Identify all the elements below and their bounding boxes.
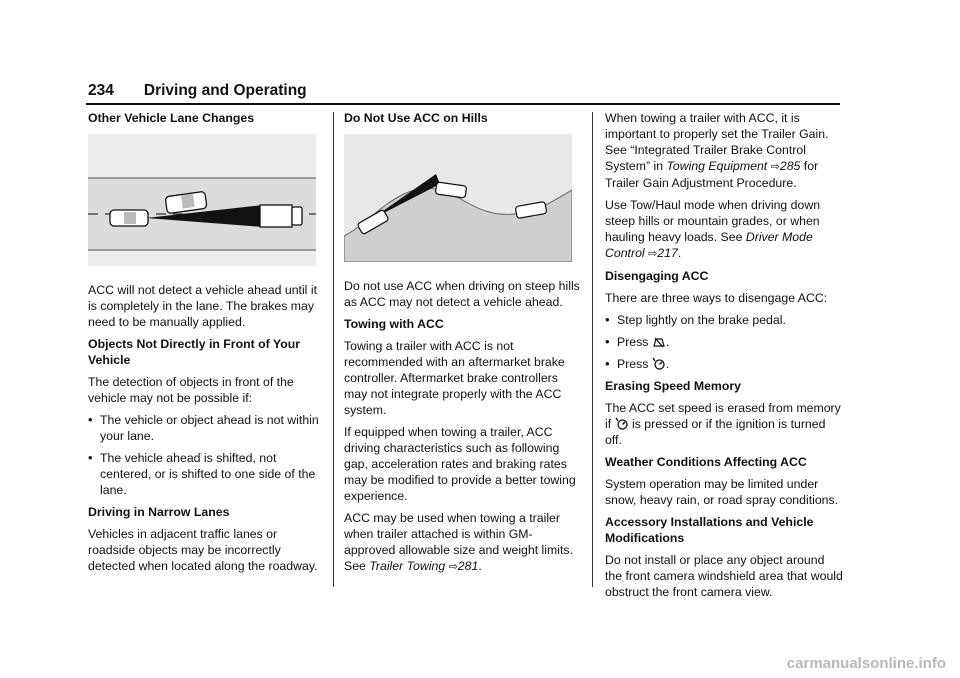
- lane-change-illustration: [88, 134, 316, 266]
- heading-erasing: Erasing Speed Memory: [605, 379, 741, 393]
- bullet-item: • The vehicle ahead is shifted, not centered, or is shifted to one side of the lane.: [88, 450, 324, 498]
- column-divider: [333, 112, 334, 587]
- column-divider: [592, 112, 593, 587]
- acc-on-off-icon: [652, 357, 666, 370]
- text: is pressed or if the ignition is turned off.: [605, 417, 826, 447]
- text: for Trailer Gain Adjustment Procedure.: [605, 159, 819, 190]
- header-rule: [86, 103, 840, 105]
- section-title: Driving and Operating: [143, 82, 307, 99]
- heading-towing: Towing with ACC: [344, 317, 444, 331]
- paragraph: [344, 510, 580, 575]
- paragraph: The detection of objects in front of the vehicle may not be possible if:: [88, 375, 294, 405]
- paragraph: If equipped when towing a trailer, ACC driving characteristics such as following gap, acceleration rates and braking rates may be modified to provide a better towing experience.: [344, 425, 576, 503]
- paragraph: Do not install or place any object around the front camera windshield area that would obstruct the front camera view.: [605, 553, 843, 599]
- heading-disengaging: Disengaging ACC: [605, 269, 709, 283]
- bullet-item: [605, 334, 843, 350]
- text: Use Tow/Haul mode when driving down steep hills or mountain grades, or when hauling heavy loads. See: [605, 198, 821, 244]
- ref-arrow-icon: ⇨: [770, 161, 780, 173]
- heading-accessory: Accessory Installations and Vehicle Modifications: [605, 515, 814, 545]
- ref-arrow-icon: ⇨: [448, 561, 458, 573]
- page-number: 234: [88, 82, 114, 99]
- xref-towing-equipment[interactable]: Towing Equipment: [666, 159, 768, 173]
- column-2: [344, 110, 580, 581]
- paragraph: System operation may be limited under snow, heavy rain, or road spray conditions.: [605, 477, 839, 507]
- truck: [260, 205, 302, 227]
- paragraph: There are three ways to disengage ACC:: [605, 291, 828, 305]
- acc-on-off-icon: [615, 417, 629, 430]
- paragraph: Towing a trailer with ACC is not recommended with an aftermarket brake controller. Aftermarket brake controllers may not integrate properly with the ACC system.: [344, 339, 565, 417]
- text: .: [665, 335, 670, 349]
- column-3: [605, 110, 843, 606]
- paragraph: ACC will not detect a vehicle ahead until it is completely in the lane. The brakes may need to be manually applied.: [88, 283, 317, 329]
- paragraph: [605, 110, 843, 191]
- paragraph: Vehicles in adjacent traffic lanes or roadside objects may be incorrectly detected when located along the roadway.: [88, 527, 318, 573]
- heading-lane-changes: Other Vehicle Lane Changes: [88, 111, 255, 125]
- text: .: [478, 559, 482, 573]
- page-header: [88, 82, 307, 100]
- own-car: [110, 210, 148, 226]
- watermark: carmanualsonline.info: [786, 655, 946, 672]
- xref-driver-mode-control[interactable]: Driver Mode Control: [605, 230, 813, 260]
- paragraph: [605, 400, 843, 448]
- text: When towing a trailer with ACC, it is important to properly set the Trailer Gain. See “Integrated Trailer Brake Control System” in: [605, 111, 829, 173]
- xref-page[interactable]: 285: [779, 159, 801, 173]
- ref-arrow-icon: ⇨: [648, 248, 658, 260]
- text: Press: [617, 357, 652, 371]
- heading-objects-front: Objects Not Directly in Front of Your Vehicle: [88, 337, 301, 367]
- heading-hills: Do Not Use ACC on Hills: [344, 111, 488, 125]
- hills-illustration: [344, 134, 572, 262]
- xref-page[interactable]: 281: [457, 559, 479, 573]
- acc-cancel-icon: [652, 336, 666, 348]
- heading-weather: Weather Conditions Affecting ACC: [605, 455, 807, 469]
- heading-narrow-lanes: Driving in Narrow Lanes: [88, 505, 230, 519]
- paragraph: Do not use ACC when driving on steep hills as ACC may not detect a vehicle ahead.: [344, 279, 580, 309]
- column-1: [88, 110, 324, 580]
- text: ACC may be used when towing a trailer when trailer attached is within GM-approved allowable size and weight limits. See: [344, 511, 573, 573]
- bullet-item: [605, 356, 843, 372]
- bullet-item: • The vehicle or object ahead is not within your lane.: [88, 412, 324, 444]
- text: .: [665, 357, 670, 371]
- text: Press: [617, 335, 652, 349]
- text: The ACC set speed is erased from memory if: [605, 401, 841, 431]
- text: .: [677, 246, 682, 260]
- bullet-item: • Step lightly on the brake pedal.: [605, 312, 843, 328]
- xref-page[interactable]: 217: [657, 246, 678, 260]
- xref-trailer-towing[interactable]: Trailer Towing: [369, 559, 446, 573]
- paragraph: [605, 197, 843, 262]
